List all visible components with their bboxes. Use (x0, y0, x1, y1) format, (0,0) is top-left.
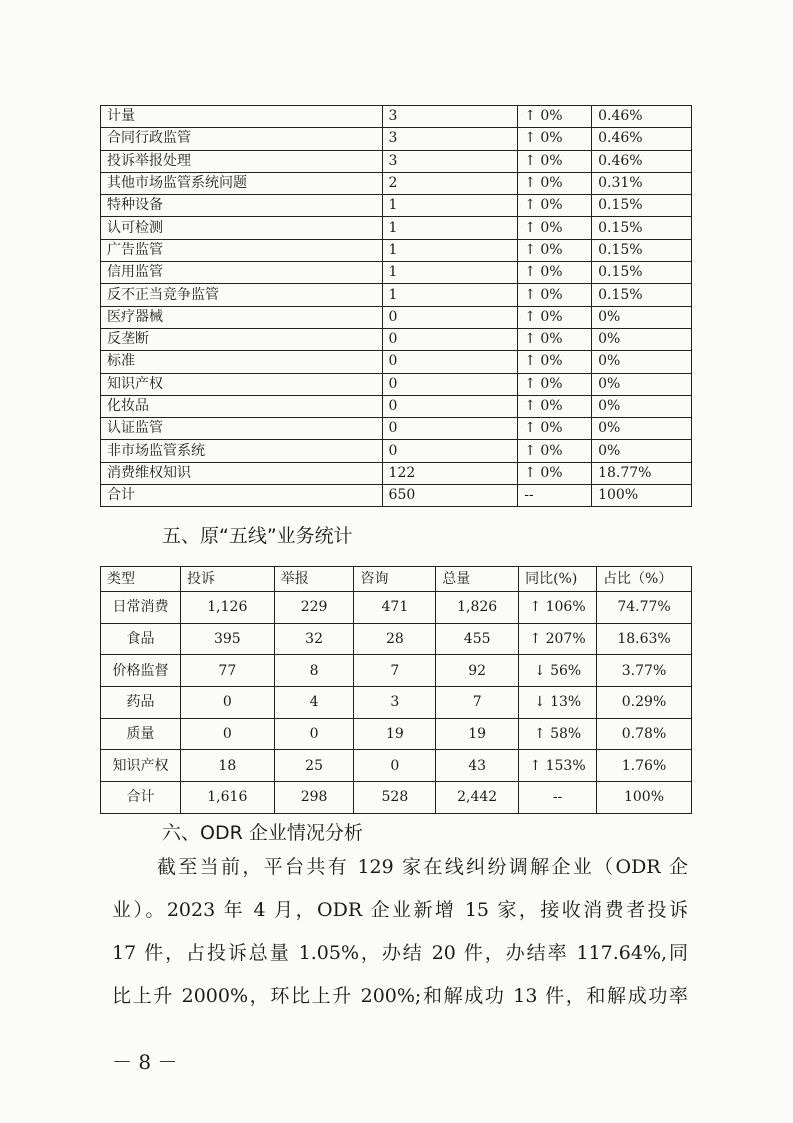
table-cell: 122 (382, 462, 518, 484)
table-cell: -- (519, 782, 597, 814)
table-row (101, 328, 692, 350)
table-row (101, 217, 692, 239)
table-cell: 医疗器械 (101, 306, 383, 328)
table-cell: ↑ 106% (519, 592, 597, 624)
table-cell: 标准 (101, 351, 383, 373)
table-row (101, 718, 692, 750)
table-cell: 质量 (101, 718, 181, 750)
table-cell: 92 (436, 655, 519, 687)
table-cell: 4 (274, 687, 354, 719)
table-cell: 非市场监管系统 (101, 440, 383, 462)
table-row (101, 418, 692, 440)
paragraph-line: 比上升 2000%，环比上升 200%;和解成功 13 件，和解成功率 (112, 985, 688, 1007)
table-cell: 43 (436, 750, 519, 782)
page-number: － 8 － (112, 1050, 178, 1074)
table-cell: 0.15% (592, 217, 692, 239)
table-cell: 77 (180, 655, 274, 687)
table-cell: ↑ 153% (519, 750, 597, 782)
table-cell: 18 (180, 750, 274, 782)
table-cell: 其他市场监管系统问题 (101, 172, 383, 194)
table-cell: ↑ 0% (518, 217, 592, 239)
table-cell: ↑ 0% (518, 150, 592, 172)
table-cell: 1,616 (180, 782, 274, 814)
table-cell: 反垄断 (101, 328, 383, 350)
table-cell: ↑ 0% (518, 351, 592, 373)
table-cell: 0.78% (597, 718, 692, 750)
table-header-cell: 举报 (274, 567, 354, 592)
table-cell: ↑ 0% (518, 239, 592, 261)
table-cell: 知识产权 (101, 750, 181, 782)
table-cell: 0.15% (592, 262, 692, 284)
five-lines-business-table (100, 566, 692, 814)
table-cell: 1 (382, 262, 518, 284)
table-cell: 100% (592, 485, 692, 507)
table-cell: 投诉举报处理 (101, 150, 383, 172)
table-cell: 0 (382, 328, 518, 350)
table-cell: 0 (382, 373, 518, 395)
table-cell: 知识产权 (101, 373, 383, 395)
table-cell: 合计 (101, 485, 383, 507)
table-cell: ↑ 0% (518, 306, 592, 328)
table-cell: 650 (382, 485, 518, 507)
table-cell: 395 (180, 623, 274, 655)
table-row (101, 106, 692, 128)
table-cell: 0.46% (592, 128, 692, 150)
table-row (101, 750, 692, 782)
table-cell: 0.15% (592, 239, 692, 261)
table-cell: ↑ 0% (518, 262, 592, 284)
table-cell: 0% (592, 395, 692, 417)
table-cell: 1,826 (436, 592, 519, 624)
table-cell: 0% (592, 418, 692, 440)
table-cell: 298 (274, 782, 354, 814)
table-cell: 特种设备 (101, 195, 383, 217)
table-cell: ↑ 0% (518, 106, 592, 128)
table-header-row (101, 567, 692, 592)
table-cell: 0.46% (592, 150, 692, 172)
table-cell: 19 (354, 718, 436, 750)
table-cell: 3 (382, 150, 518, 172)
table-cell: 认可检测 (101, 217, 383, 239)
table-cell: ↑ 0% (518, 440, 592, 462)
table-cell: 0.31% (592, 172, 692, 194)
table-cell: 7 (436, 687, 519, 719)
table-cell: ↑ 0% (518, 128, 592, 150)
table-cell: 1.76% (597, 750, 692, 782)
table-cell: 0% (592, 373, 692, 395)
table-cell: 1 (382, 195, 518, 217)
table-header-cell: 同比(%) (519, 567, 597, 592)
table-cell: 0% (592, 328, 692, 350)
table-cell: 1 (382, 284, 518, 306)
table-cell: 0 (382, 440, 518, 462)
table-cell: 74.77% (597, 592, 692, 624)
table-cell: 1 (382, 239, 518, 261)
table-cell: 3 (382, 128, 518, 150)
table-cell: 28 (354, 623, 436, 655)
table-cell: 0.15% (592, 195, 692, 217)
table-cell: -- (518, 485, 592, 507)
table-cell: 药品 (101, 687, 181, 719)
table-cell: 消费维权知识 (101, 462, 383, 484)
table-cell: 19 (436, 718, 519, 750)
table-row (101, 262, 692, 284)
table-cell: 7 (354, 655, 436, 687)
table-cell: 1,126 (180, 592, 274, 624)
table-row (101, 440, 692, 462)
table-cell: ↑ 0% (518, 172, 592, 194)
paragraph-line: 截至当前，平台共有 129 家在线纠纷调解企业（ODR 企 (157, 856, 688, 878)
table-cell: 32 (274, 623, 354, 655)
complaint-category-table (100, 105, 692, 507)
table-cell: ↓ 13% (519, 687, 597, 719)
table-cell: 25 (274, 750, 354, 782)
table-row (101, 395, 692, 417)
section-heading-five-lines: 五、原“五线”业务统计 (162, 525, 353, 547)
table-cell: 3 (354, 687, 436, 719)
odr-paragraph (112, 846, 688, 1018)
table-row (101, 373, 692, 395)
table-header-cell: 类型 (101, 567, 181, 592)
table-cell: 0% (592, 306, 692, 328)
table-cell: 2,442 (436, 782, 519, 814)
table-header-cell: 总量 (436, 567, 519, 592)
table-cell: ↑ 58% (519, 718, 597, 750)
table-cell: 229 (274, 592, 354, 624)
table-cell: 0% (592, 351, 692, 373)
table-cell: 价格监督 (101, 655, 181, 687)
table-cell: 0 (382, 351, 518, 373)
table-cell: 471 (354, 592, 436, 624)
table-row (101, 462, 692, 484)
table-cell: 2 (382, 172, 518, 194)
table-cell: 0.15% (592, 284, 692, 306)
table-cell: 认证监管 (101, 418, 383, 440)
paragraph-line: 17 件，占投诉总量 1.05%，办结 20 件，办结率 117.64%,同 (112, 942, 688, 964)
table-cell: 合同行政监管 (101, 128, 383, 150)
table-cell: 反不正当竞争监管 (101, 284, 383, 306)
table-cell: 455 (436, 623, 519, 655)
table-cell: 合计 (101, 782, 181, 814)
table-row (101, 150, 692, 172)
table-header-cell: 占比（%） (597, 567, 692, 592)
table-cell: 3.77% (597, 655, 692, 687)
table-row (101, 172, 692, 194)
table-cell: ↑ 0% (518, 195, 592, 217)
table-cell: 0 (180, 718, 274, 750)
table-cell: 18.63% (597, 623, 692, 655)
table-cell: ↓ 56% (519, 655, 597, 687)
table-cell: 0 (382, 395, 518, 417)
table-cell: ↑ 207% (519, 623, 597, 655)
table-row (101, 351, 692, 373)
table-row (101, 623, 692, 655)
table-cell: ↑ 0% (518, 328, 592, 350)
section-heading-odr: 六、ODR 企业情况分析 (162, 822, 363, 844)
table-cell: ↑ 0% (518, 395, 592, 417)
table-header-cell: 咨询 (354, 567, 436, 592)
table-cell: 0 (274, 718, 354, 750)
table-cell: 0.46% (592, 106, 692, 128)
table-header-cell: 投诉 (180, 567, 274, 592)
table-cell: 0 (180, 687, 274, 719)
table-cell: ↑ 0% (518, 462, 592, 484)
table-row (101, 284, 692, 306)
table-row (101, 239, 692, 261)
table-cell: 0 (382, 306, 518, 328)
table-cell: 广告监管 (101, 239, 383, 261)
table-cell: ↑ 0% (518, 373, 592, 395)
table-cell: 1 (382, 217, 518, 239)
paragraph-line: 业）。2023 年 4 月，ODR 企业新增 15 家，接收消费者投诉 (112, 899, 688, 921)
table-cell: 食品 (101, 623, 181, 655)
table-row (101, 485, 692, 507)
table-cell: 0% (592, 440, 692, 462)
table-cell: ↑ 0% (518, 418, 592, 440)
table-cell: 528 (354, 782, 436, 814)
table-cell: 8 (274, 655, 354, 687)
table-row (101, 592, 692, 624)
table-row (101, 195, 692, 217)
table-cell: 计量 (101, 106, 383, 128)
table-cell: 18.77% (592, 462, 692, 484)
table-cell: ↑ 0% (518, 284, 592, 306)
table-cell: 信用监管 (101, 262, 383, 284)
table-cell: 化妆品 (101, 395, 383, 417)
table-row (101, 306, 692, 328)
table-row (101, 687, 692, 719)
table-row (101, 782, 692, 814)
table-cell: 0 (354, 750, 436, 782)
table-cell: 3 (382, 106, 518, 128)
table-cell: 日常消费 (101, 592, 181, 624)
table-cell: 0 (382, 418, 518, 440)
table-cell: 100% (597, 782, 692, 814)
table-row (101, 128, 692, 150)
table-cell: 0.29% (597, 687, 692, 719)
table-row (101, 655, 692, 687)
